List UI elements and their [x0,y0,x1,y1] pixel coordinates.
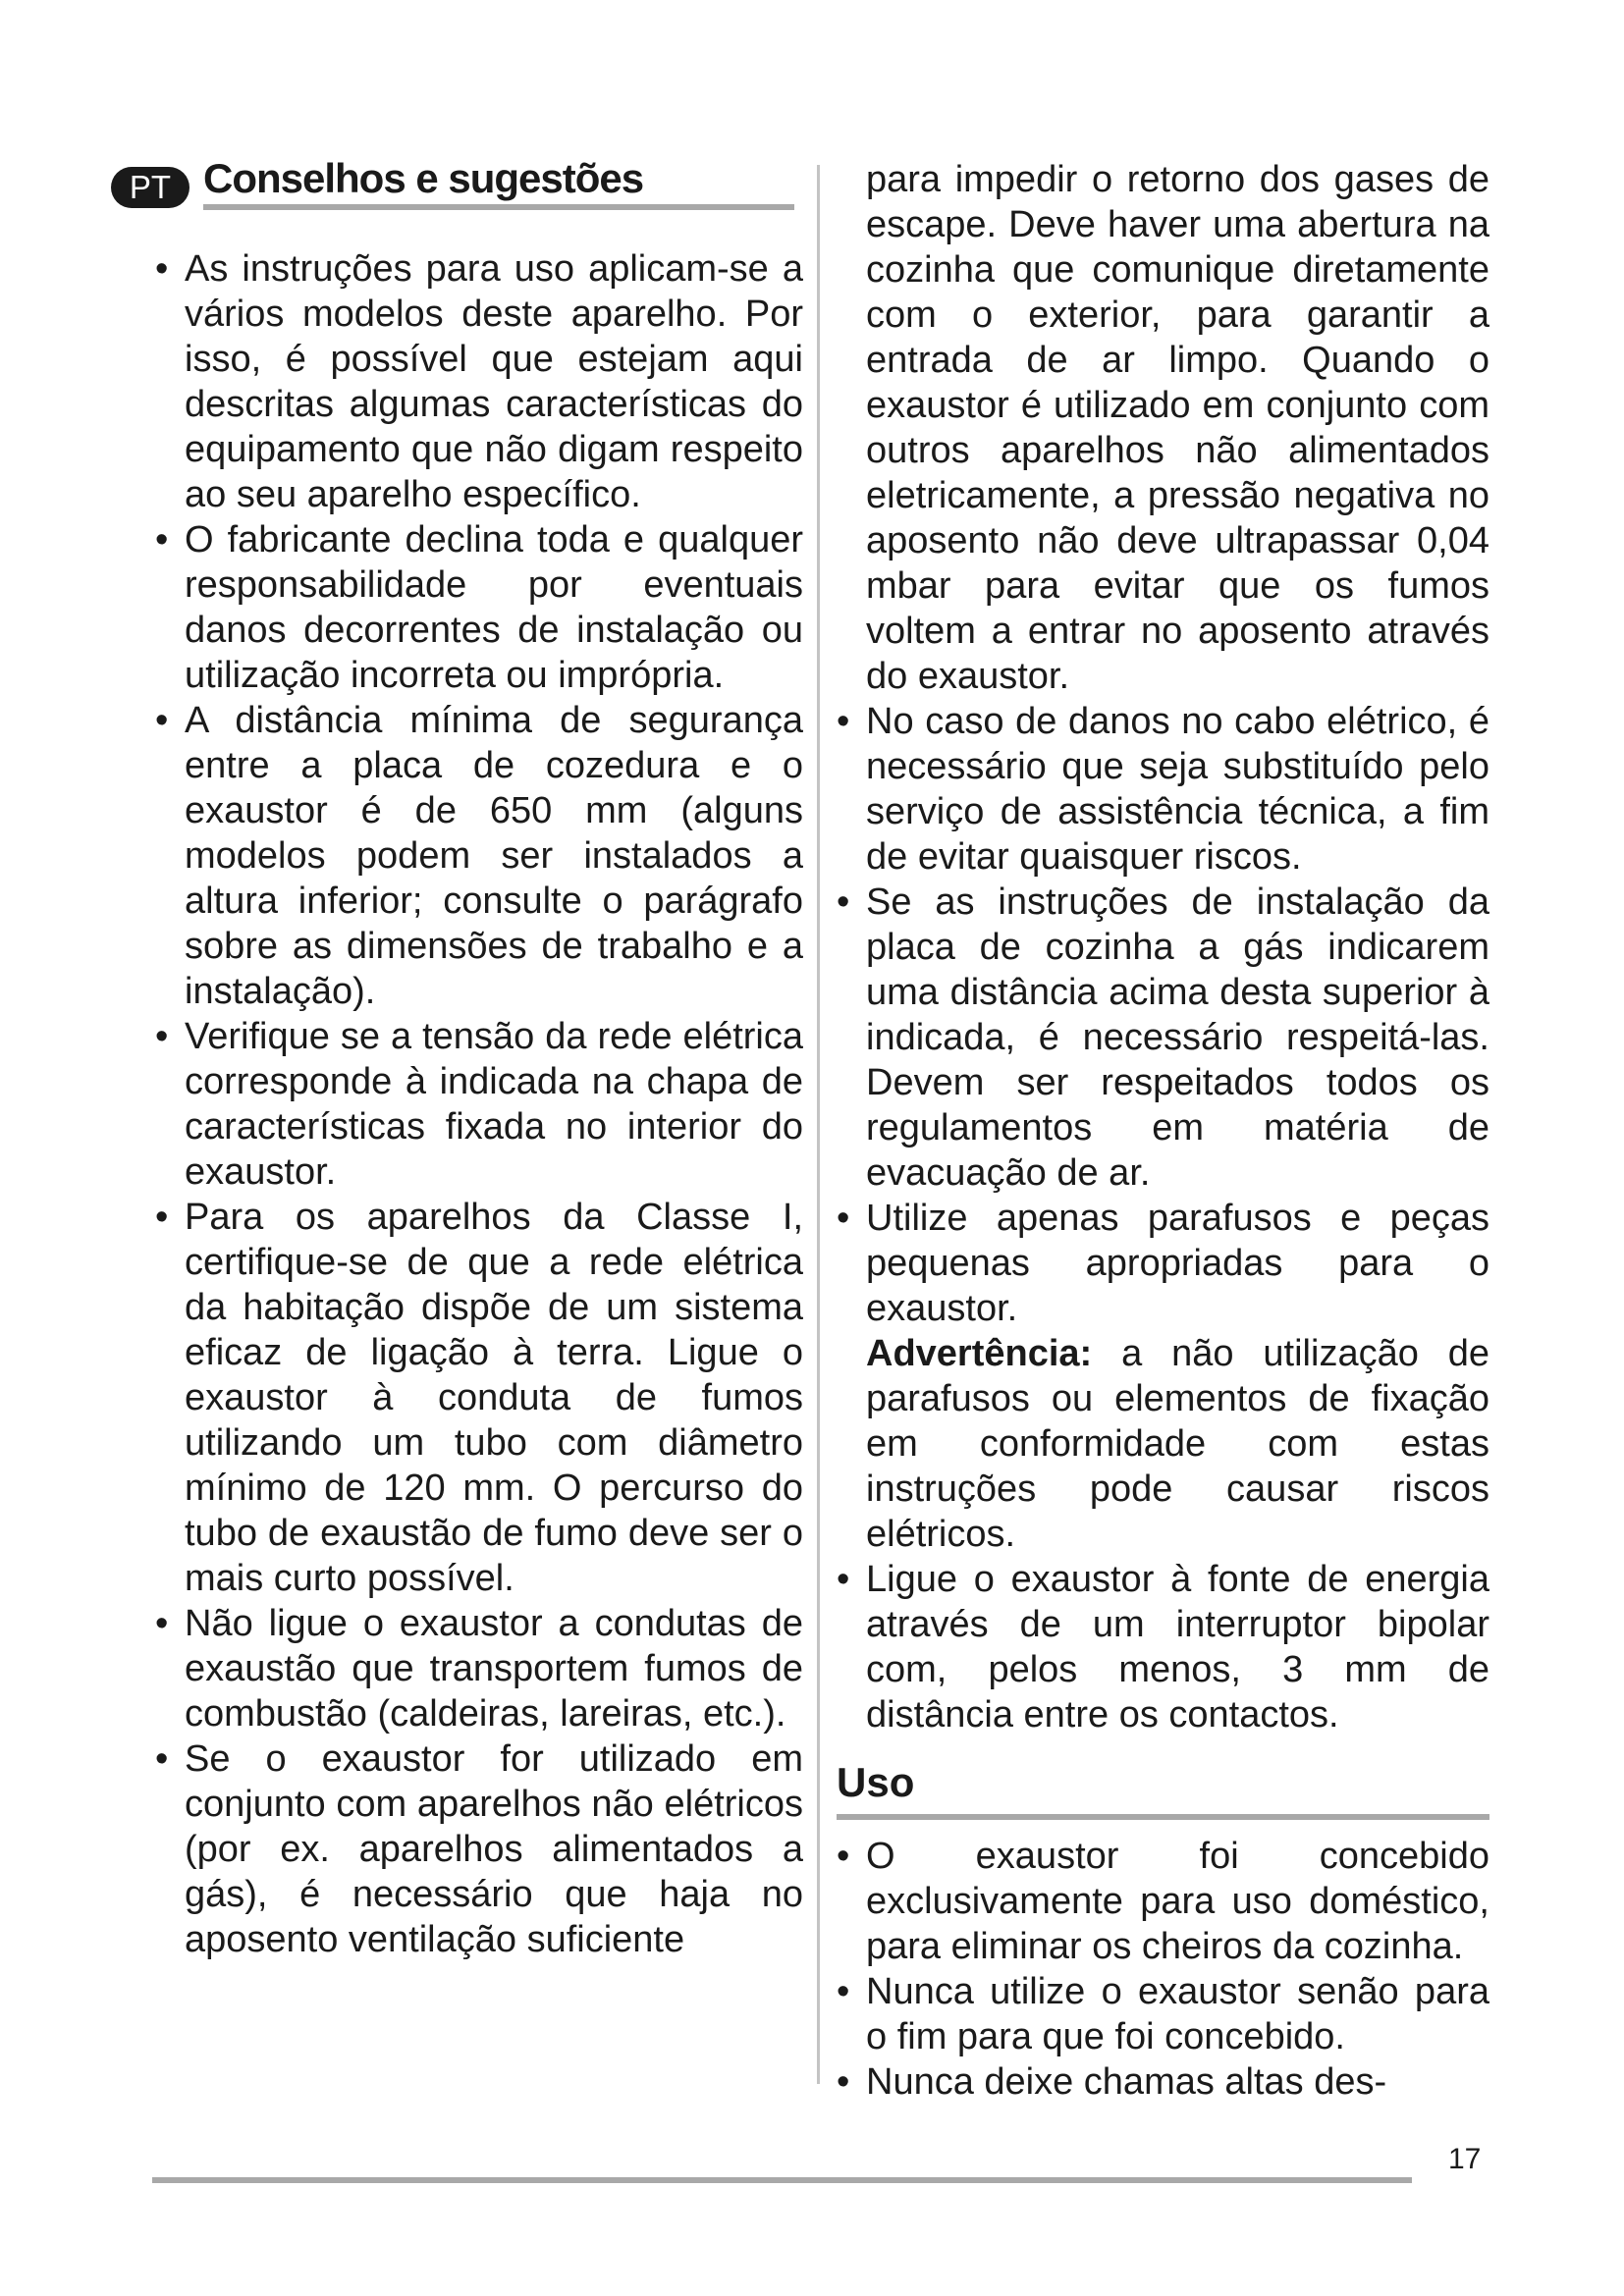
uso-underline [837,1814,1489,1820]
list-item: • O fabricante declina toda e qualquer responsabilidade por eventuais danos decorrentes de instalação ou utilização incorreta ou imprópria. [155,517,803,698]
section-title: Conselhos e sugestões [203,155,644,201]
list-item: • Se as instruções de instalação da placa de cozinha a gás indicarem uma distância acima desta superior à indicada, é necessário respeitá-las. Devem ser respeitados todos os regulamentos em matéria de evacuação de ar. [837,880,1489,1196]
list-item: • No caso de danos no cabo elétrico, é necessário que seja substituído pelo serviço de assistência técnica, a fim de evitar quaisquer riscos. [837,699,1489,880]
list-item: • O exaustor foi concebido exclusivamente para uso doméstico, para eliminar os cheiros da cozinha. [837,1834,1489,1969]
right-column [837,157,1489,2105]
list-item: • Utilize apenas parafusos e peças pequenas apropriadas para o exaustor. [837,1196,1489,1331]
list-item: • A distância mínima de segurança entre a placa de cozedura e o exaustor é de 650 mm (alguns modelos podem ser instalados a altura inferior; consulte o parágrafo sobre as dimensões de trabalho e a instalação). [155,698,803,1014]
list-item: • Nunca utilize o exaustor senão para o fim para que foi concebido. [837,1969,1489,2059]
list-item: • Ligue o exaustor à fonte de energia através de um interruptor bipolar com, pelos menos, 3 mm de distância entre os contactos. [837,1557,1489,1737]
list-item: • Não ligue o exaustor a condutas de exaustão que transportem fumos de combustão (caldeiras, lareiras, etc.). [155,1601,803,1736]
continued-paragraph: para impedir o retorno dos gases de escape. Deve haver uma abertura na cozinha que comunique diretamente com o exterior, para garantir a entrada de ar limpo. Quando o exaustor é utilizado em conjunto com outros aparelhos não alimentados eletricamente, a pressão negativa no aposento não deve ultrapassar 0,04 mbar para evitar que os fumos voltem a entrar no aposento através do exaustor. [866,159,1489,697]
list-item: • Para os aparelhos da Classe I, certifique-se de que a rede elétrica da habitação dispõe de um sistema eficaz de ligação à terra. Ligue o exaustor à conduta de fumos utilizando um tubo com diâmetro mínimo de 120 mm. O percurso do tubo de exaustão de fumo deve ser o mais curto possível. [155,1195,803,1601]
language-badge: PT [111,167,189,208]
list-item: • Verifique se a tensão da rede elétrica corresponde à indicada na chapa de características fixada no interior do exaustor. [155,1014,803,1195]
uso-section [837,1755,1489,2105]
left-column [155,246,803,1962]
warning-paragraph [837,1331,1489,1557]
list-item: • Se o exaustor for utilizado em conjunto com aparelhos não elétricos (por ex. aparelhos alimentados a gás), é necessário que haja no aposento ventilação suficiente [155,1736,803,1962]
column-divider [817,165,820,2084]
uso-title: Uso [837,1759,915,1805]
list-item: • Nunca deixe chamas altas des- [837,2059,1489,2105]
warning-label: Advertência: [866,1333,1093,1374]
footer-rule [152,2177,1412,2183]
warning-text: a não utilização de parafusos ou elementos de fixação em conformidade com estas instruções pode causar riscos elétricos. [866,1333,1489,1555]
title-underline [203,204,794,210]
list-item: • As instruções para uso aplicam-se a vários modelos deste aparelho. Por isso, é possível que estejam aqui descritas algumas características do equipamento que não digam respeito ao seu aparelho específico. [155,246,803,517]
page-number: 17 [1448,2143,1482,2175]
